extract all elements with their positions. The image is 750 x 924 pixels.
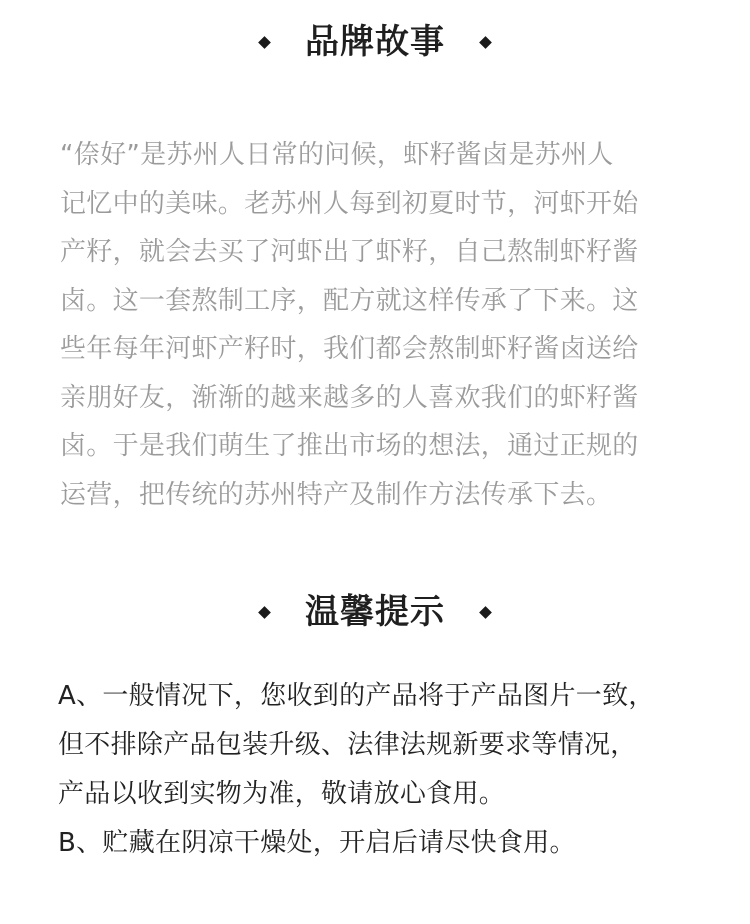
tip-line: 但不排除产品包装升级、法律法规新要求等情况， xyxy=(58,730,637,760)
tip-line: 产品以收到实物为准，敬请放心食用。 xyxy=(58,779,506,809)
tip-line: A、一般情况下，您收到的产品将于产品图片一致， xyxy=(58,681,655,711)
brand-story-line: 卤。于是我们萌生了推出市场的想法，通过正规的 xyxy=(60,431,639,461)
brand-story-line: 卤。这一套熬制工序，配方就这样传承了下来。这 xyxy=(60,285,639,316)
diamond-right-icon xyxy=(479,36,492,49)
brand-story-line: “倷好”是苏州人日常的问候，虾籽酱卤是苏州人 xyxy=(60,140,614,170)
brand-story-line: 记忆中的美味。老苏州人每到初夏时节，河虾开始 xyxy=(60,188,639,219)
tips-title: 温馨提示 xyxy=(305,592,445,632)
brand-story-line: 产籽，就会去买了河虾出了虾籽，自己熬制虾籽酱 xyxy=(60,237,639,267)
brand-story-line: 些年每年河虾产籽时，我们都会熬制虾籽酱卤送给 xyxy=(60,334,639,364)
brand-story-line: 亲朋好友，渐渐的越来越多的人喜欢我们的虾籽酱 xyxy=(60,382,639,413)
brand-story-heading xyxy=(0,22,750,62)
tip-line: B、贮藏在阴凉干燥处，开启后请尽快食用。 xyxy=(58,828,576,858)
brand-story-title: 品牌故事 xyxy=(305,22,445,62)
tips-body xyxy=(58,672,738,868)
brand-story-line: 运营，把传统的苏州特产及制作方法传承下去。 xyxy=(60,479,613,510)
tips-heading xyxy=(0,592,750,632)
brand-story-body xyxy=(60,131,700,519)
diamond-left-icon xyxy=(258,606,271,619)
diamond-left-icon xyxy=(258,36,271,49)
diamond-right-icon xyxy=(479,606,492,619)
